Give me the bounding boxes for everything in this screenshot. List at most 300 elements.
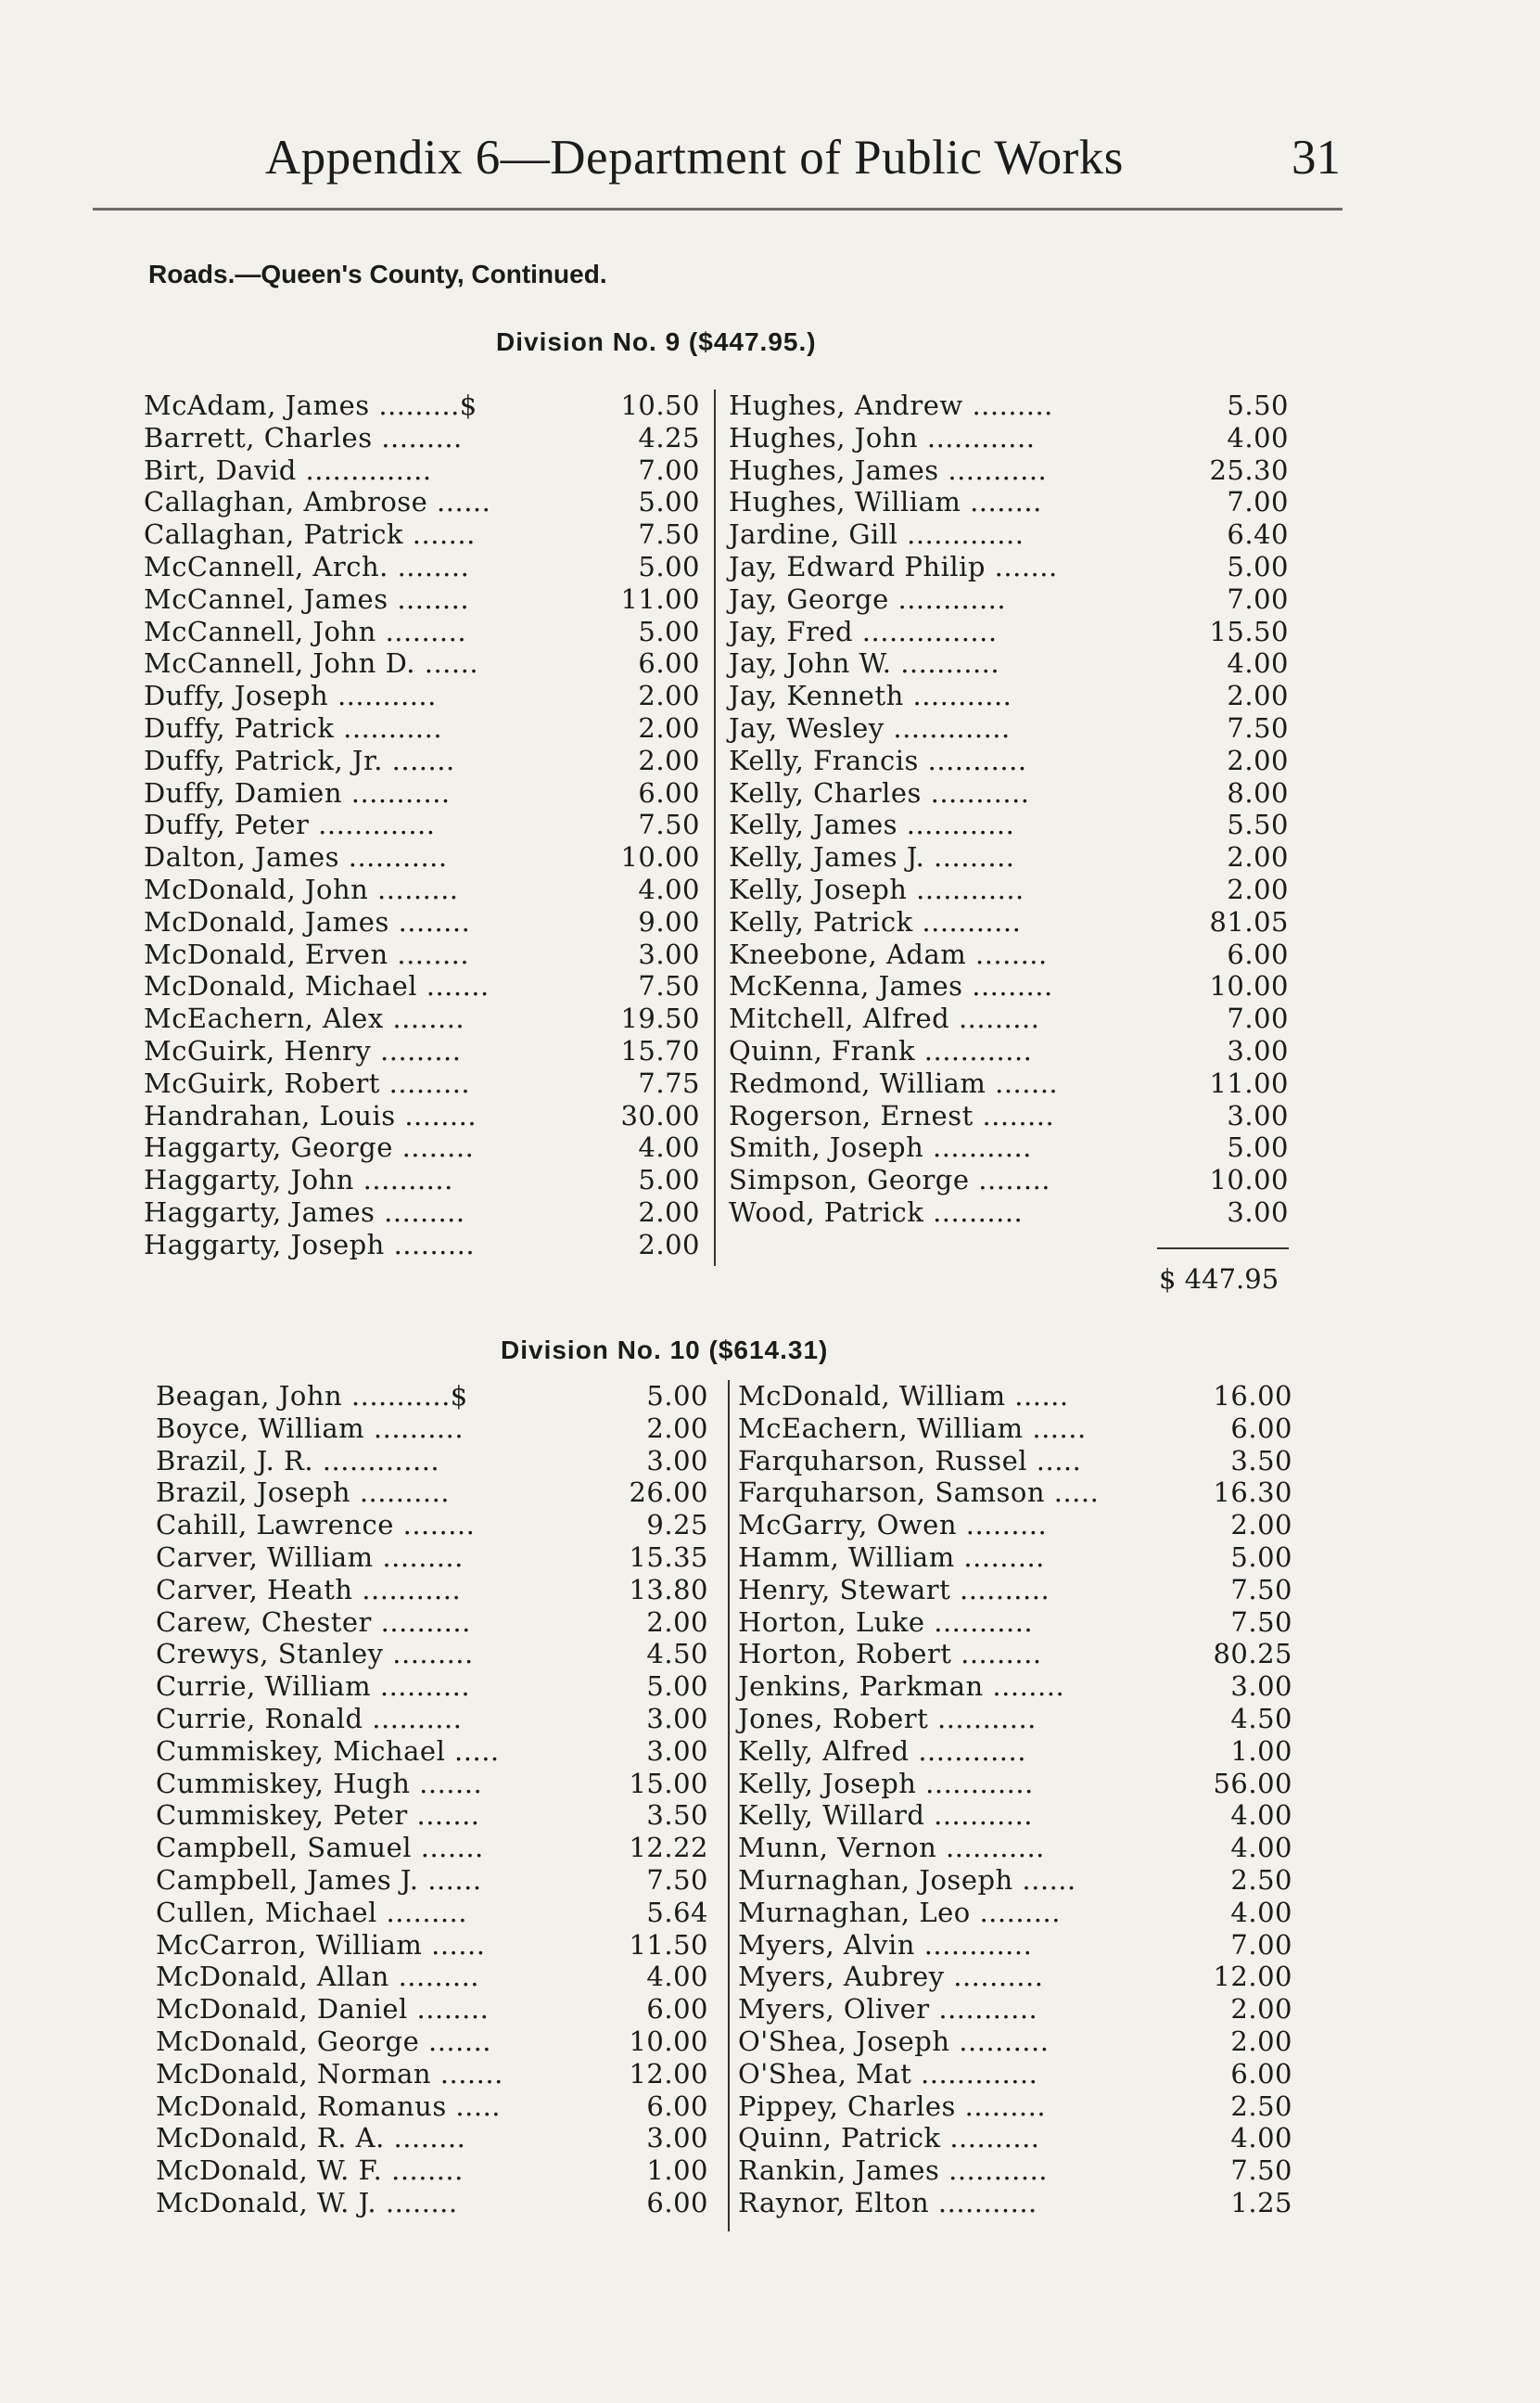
division-10-entry — [738, 1961, 1292, 1993]
entry-name: Mitchell, Alfred ......... — [729, 1003, 1040, 1035]
entry-amount: 10.50 — [620, 390, 700, 421]
entry-amount: 3.00 — [1230, 1670, 1292, 1703]
entry-amount: 7.50 — [1227, 711, 1289, 744]
entry-name: Jay, George ............ — [729, 582, 1007, 615]
entry-name: McCarron, William ...... — [156, 1928, 486, 1961]
entry-amount: 7.00 — [1227, 1003, 1289, 1035]
division-10-entry — [156, 1638, 708, 1670]
entry-amount: 3.50 — [646, 1799, 708, 1832]
entry-name: Kelly, Willard ........... — [738, 1799, 1034, 1832]
entry-amount: 3.00 — [1227, 1195, 1289, 1228]
entry-name: Hughes, James ........... — [729, 454, 1048, 486]
entry-name: McGuirk, Henry ......... — [144, 1034, 462, 1067]
division-10-entry — [156, 1380, 708, 1412]
division-10-entry — [156, 1476, 708, 1509]
division-9-entry — [144, 1229, 700, 1261]
entry-name: Jardine, Gill ............. — [729, 518, 1025, 551]
entry-amount: 30.00 — [620, 1099, 700, 1131]
entry-amount: 4.00 — [638, 873, 700, 905]
entry-amount: 7.50 — [1230, 1573, 1292, 1605]
division-10-left-column — [156, 1380, 708, 2219]
entry-name: Hughes, John ............ — [729, 421, 1036, 454]
entry-name: Kelly, Charles ........... — [729, 776, 1030, 809]
division-9-entry — [729, 1196, 1289, 1229]
entry-amount: 2.00 — [1230, 2025, 1292, 2057]
entry-amount: 7.00 — [1227, 486, 1289, 518]
division-9-entry — [144, 745, 700, 777]
entry-name: Cummiskey, Michael ..... — [156, 1734, 500, 1767]
entry-amount: 5.00 — [646, 1670, 708, 1703]
entry-name: Carew, Chester .......... — [156, 1605, 471, 1638]
division-10-entry — [156, 1799, 708, 1832]
entry-amount: 7.75 — [638, 1067, 700, 1099]
division-10-entry — [738, 1412, 1292, 1445]
division-9-entry — [144, 518, 700, 551]
division-9-entry — [729, 1035, 1289, 1067]
division-9-entry — [144, 1067, 700, 1100]
entry-name: McDonald, George ....... — [156, 2025, 492, 2057]
entry-amount: 3.00 — [646, 1444, 708, 1476]
entry-amount: 9.00 — [638, 905, 700, 938]
division-10-entry — [156, 1670, 708, 1703]
entry-name: Jones, Robert ........... — [738, 1702, 1037, 1734]
entry-amount: 2.00 — [1230, 1993, 1292, 2026]
entry-name: McEachern, William ...... — [738, 1412, 1087, 1444]
entry-amount: 3.00 — [1227, 1099, 1289, 1131]
entry-name: Carver, Heath ........... — [156, 1573, 462, 1605]
entry-name: Haggarty, James ......... — [144, 1195, 465, 1228]
entry-name: McCannell, Arch. ........ — [144, 550, 470, 582]
entry-amount: 5.00 — [646, 1380, 708, 1412]
division-10-entry — [738, 1574, 1292, 1606]
division-10-entry — [738, 1768, 1292, 1800]
entry-name: McCannel, James ........ — [144, 582, 470, 615]
entry-amount: 7.00 — [1230, 1928, 1292, 1961]
entry-amount: 4.00 — [638, 1131, 700, 1164]
entry-name: O'Shea, Joseph .......... — [738, 2025, 1050, 2057]
entry-amount: 2.00 — [638, 711, 700, 744]
entry-name: Hamm, William ......... — [738, 1540, 1045, 1573]
entry-amount: 15.35 — [629, 1540, 708, 1573]
entry-name: Campbell, Samuel ....... — [156, 1832, 484, 1864]
entry-amount: 16.30 — [1213, 1476, 1292, 1509]
division-9-left-column — [144, 390, 700, 1261]
division-9-entry — [729, 583, 1289, 616]
division-9-entry — [144, 1131, 700, 1164]
division-10-entry — [738, 1606, 1292, 1639]
page-title: Appendix 6—Department of Public Works — [265, 131, 1124, 185]
entry-amount: 6.00 — [638, 647, 700, 680]
division-10-entry — [738, 1509, 1292, 1541]
entry-name: Kelly, Francis ........... — [729, 744, 1027, 776]
division-9-entry — [144, 1164, 700, 1196]
entry-amount: 10.00 — [1209, 1164, 1289, 1196]
division-10-entry — [156, 1961, 708, 1993]
division-9-entry — [729, 486, 1289, 518]
division-9-entry — [729, 874, 1289, 906]
entry-name: McDonald, W. J. ........ — [156, 2186, 458, 2218]
division-10-entry — [738, 1380, 1292, 1412]
entry-amount: 1.00 — [1230, 1734, 1292, 1767]
division-10-entry — [738, 1445, 1292, 1477]
entry-name: Quinn, Frank ............ — [729, 1034, 1033, 1067]
entry-name: Campbell, James J. ...... — [156, 1863, 482, 1896]
entry-amount: 6.00 — [638, 776, 700, 809]
entry-name: Hughes, William ........ — [729, 486, 1042, 518]
division-9-right-column — [729, 390, 1289, 1229]
division-9-entry — [144, 777, 700, 810]
entry-name: Kelly, James J. ......... — [729, 841, 1015, 874]
header-rule — [93, 208, 1343, 211]
entry-name: O'Shea, Mat ............. — [738, 2057, 1038, 2090]
entry-amount: 11.00 — [620, 582, 700, 615]
entry-amount: 7.50 — [638, 970, 700, 1003]
entry-amount: 81.05 — [1209, 905, 1289, 938]
division-10-entry — [738, 2058, 1292, 2090]
entry-name: Quinn, Patrick .......... — [738, 2122, 1040, 2154]
entry-name: Barrett, Charles ......... — [144, 421, 463, 454]
division-9-entry — [729, 712, 1289, 745]
entry-amount: 16.00 — [1213, 1380, 1292, 1412]
division-9-entry — [729, 551, 1289, 583]
entry-name: McDonald, W. F. ........ — [156, 2154, 464, 2187]
entry-amount: 5.00 — [638, 550, 700, 582]
entry-name: Cummiskey, Peter ....... — [156, 1799, 480, 1832]
division-9-entry — [144, 486, 700, 518]
division-10-entry — [156, 1445, 708, 1477]
division-10-entry — [156, 2187, 708, 2219]
division-9-entry — [144, 422, 700, 454]
division-10-column-divider — [728, 1380, 730, 2231]
division-10-entry — [156, 1897, 708, 1929]
entry-amount: 5.50 — [1227, 809, 1289, 841]
division-10-entry — [156, 1929, 708, 1962]
entry-amount: 3.00 — [646, 1702, 708, 1734]
entry-amount: 2.00 — [638, 680, 700, 712]
entry-name: McCannell, John D. ...... — [144, 647, 479, 680]
entry-name: McDonald, Erven ........ — [144, 938, 470, 970]
entry-name: McGuirk, Robert ......... — [144, 1067, 471, 1099]
division-9-entry — [144, 906, 700, 939]
division-10-entry — [738, 1929, 1292, 1962]
entry-amount: 4.00 — [646, 1961, 708, 1993]
entry-name: Horton, Luke ........... — [738, 1605, 1034, 1638]
division-10-entry — [156, 1993, 708, 2026]
entry-name: McDonald, Norman ....... — [156, 2057, 503, 2090]
division-9-entry — [729, 970, 1289, 1003]
entry-amount: 56.00 — [1213, 1767, 1292, 1799]
entry-name: Cummiskey, Hugh ....... — [156, 1767, 483, 1799]
entry-name: Rankin, James ........... — [738, 2154, 1049, 2187]
entry-name: Jenkins, Parkman ........ — [738, 1670, 1065, 1703]
entry-name: McCannell, John ......... — [144, 615, 467, 647]
division-9-entry — [144, 970, 700, 1003]
division-10-entry — [738, 1638, 1292, 1670]
entry-name: McAdam, James .........$ — [144, 390, 477, 421]
page-number: 31 — [1292, 131, 1341, 185]
entry-amount: 2.00 — [1227, 841, 1289, 874]
entry-name: Brazil, Joseph .......... — [156, 1476, 450, 1509]
division-9-entry — [144, 809, 700, 841]
division-9-entry — [144, 647, 700, 680]
entry-name: Hughes, Andrew ......... — [729, 390, 1053, 421]
entry-name: Kelly, James ............ — [729, 809, 1015, 841]
entry-name: Jay, Edward Philip ....... — [729, 550, 1058, 582]
division-9-entry — [144, 874, 700, 906]
entry-amount: 2.00 — [638, 1195, 700, 1228]
entry-name: Duffy, Patrick, Jr. ....... — [144, 744, 455, 776]
division-9-entry — [144, 1035, 700, 1067]
entry-name: Horton, Robert ......... — [738, 1638, 1042, 1670]
division-10-entry — [156, 1412, 708, 1445]
entry-name: Murnaghan, Leo ......... — [738, 1896, 1061, 1928]
entry-name: Duffy, Patrick ........... — [144, 711, 443, 744]
entry-name: Birt, David .............. — [144, 454, 432, 486]
entry-name: Beagan, John ...........$ — [156, 1380, 468, 1412]
entry-amount: 3.00 — [646, 2122, 708, 2154]
entry-amount: 12.00 — [1213, 1961, 1292, 1993]
entry-name: Murnaghan, Joseph ...... — [738, 1863, 1076, 1896]
entry-name: McDonald, Michael ....... — [144, 970, 490, 1003]
division-9-entry — [144, 551, 700, 583]
division-10-entry — [156, 2090, 708, 2123]
entry-amount: 15.00 — [629, 1767, 708, 1799]
entry-amount: 4.00 — [1230, 1832, 1292, 1864]
division-9-total: $ 447.95 — [1159, 1263, 1279, 1295]
entry-name: Brazil, J. R. ............. — [156, 1444, 440, 1476]
entry-name: Kneebone, Adam ........ — [729, 938, 1048, 970]
entry-name: Carver, William ......... — [156, 1540, 464, 1573]
division-9-entry — [144, 680, 700, 712]
entry-amount: 15.70 — [620, 1034, 700, 1067]
division-9-entry — [144, 583, 700, 616]
division-10-entry — [156, 1832, 708, 1864]
division-9-entry — [729, 647, 1289, 680]
division-9-entry — [729, 1067, 1289, 1100]
entry-name: Boyce, William .......... — [156, 1412, 465, 1444]
division-10-entry — [738, 1864, 1292, 1897]
division-9-entry — [144, 1196, 700, 1229]
entry-amount: 4.50 — [1230, 1702, 1292, 1734]
entry-name: Jay, John W. ........... — [729, 647, 1000, 680]
entry-amount: 1.25 — [1230, 2186, 1292, 2218]
division-9-entry — [729, 906, 1289, 939]
division-10-entry — [156, 2026, 708, 2058]
entry-amount: 5.00 — [1230, 1540, 1292, 1573]
division-10-entry — [738, 1993, 1292, 2026]
entry-amount: 4.00 — [1230, 2122, 1292, 2154]
entry-amount: 4.00 — [1230, 1799, 1292, 1832]
entry-amount: 10.00 — [620, 841, 700, 874]
entry-amount: 10.00 — [1209, 970, 1289, 1003]
entry-name: McDonald, James ........ — [144, 905, 471, 938]
division-10-entry — [156, 1606, 708, 1639]
entry-amount: 19.50 — [620, 1003, 700, 1035]
division-10-entry — [156, 1864, 708, 1897]
division-9-entry — [729, 616, 1289, 648]
division-10-entry — [156, 2154, 708, 2187]
entry-name: Raynor, Elton ........... — [738, 2186, 1037, 2218]
entry-name: Kelly, Joseph ............ — [738, 1767, 1034, 1799]
entry-amount: 1.00 — [646, 2154, 708, 2187]
entry-amount: 2.00 — [646, 1605, 708, 1638]
division-10-entry — [156, 1703, 708, 1735]
entry-amount: 4.00 — [1230, 1896, 1292, 1928]
entry-name: Smith, Joseph ........... — [729, 1131, 1032, 1164]
entry-amount: 12.22 — [629, 1832, 708, 1864]
division-9-entry — [729, 1131, 1289, 1164]
entry-amount: 5.00 — [1227, 550, 1289, 582]
division-10-entry — [156, 1541, 708, 1574]
division-9-entry — [144, 712, 700, 745]
entry-name: Kelly, Alfred ............ — [738, 1734, 1026, 1767]
entry-amount: 2.00 — [638, 744, 700, 776]
division-9-entry — [729, 454, 1289, 487]
division-10-entry — [738, 2090, 1292, 2123]
entry-name: Redmond, William ....... — [729, 1067, 1059, 1099]
entry-name: Jay, Kenneth ........... — [729, 680, 1012, 712]
entry-amount: 5.00 — [1227, 1131, 1289, 1164]
entry-name: Currie, Ronald .......... — [156, 1702, 463, 1734]
entry-name: Farquharson, Samson ..... — [738, 1476, 1100, 1509]
division-10-entry — [738, 2154, 1292, 2187]
division-10-entry — [738, 1799, 1292, 1832]
division-9-entry — [729, 809, 1289, 841]
entry-name: Dalton, James ........... — [144, 841, 448, 874]
entry-amount: 5.00 — [638, 486, 700, 518]
entry-amount: 3.00 — [646, 1734, 708, 1767]
entry-amount: 5.00 — [638, 615, 700, 647]
entry-name: Callaghan, Patrick ....... — [144, 518, 476, 551]
division-9-entry — [729, 745, 1289, 777]
division-9-entry — [144, 616, 700, 648]
entry-name: Haggarty, John .......... — [144, 1164, 453, 1196]
division-9-entry — [144, 841, 700, 874]
entry-amount: 80.25 — [1213, 1638, 1292, 1670]
division-9-entry — [729, 777, 1289, 810]
division-9-entry — [144, 454, 700, 487]
entry-amount: 9.25 — [646, 1509, 708, 1541]
entry-amount: 13.80 — [629, 1573, 708, 1605]
division-10-entry — [738, 2187, 1292, 2219]
division-10-entry — [738, 1541, 1292, 1574]
division-9-entry — [144, 1100, 700, 1132]
division-10-entry — [156, 2058, 708, 2090]
entry-amount: 2.50 — [1230, 1863, 1292, 1896]
entry-amount: 26.00 — [629, 1476, 708, 1509]
division-9-total-rule — [1157, 1247, 1289, 1249]
division-9-entry — [729, 841, 1289, 874]
entry-name: Duffy, Joseph ........... — [144, 680, 437, 712]
entry-name: Jay, Wesley ............. — [729, 711, 1011, 744]
entry-amount: 7.00 — [1227, 582, 1289, 615]
entry-amount: 6.00 — [646, 2090, 708, 2122]
entry-name: Kelly, Joseph ............ — [729, 873, 1025, 905]
division-10-entry — [156, 1768, 708, 1800]
division-9-column-divider — [714, 390, 716, 1266]
division-9-entry — [729, 422, 1289, 454]
division-9-heading: Division No. 9 ($447.95.) — [496, 327, 817, 356]
division-10-entry — [156, 1509, 708, 1541]
division-10-entry — [156, 1574, 708, 1606]
division-10-entry — [738, 1476, 1292, 1509]
entry-amount: 6.00 — [1230, 1412, 1292, 1444]
entry-amount: 3.00 — [638, 938, 700, 970]
entry-amount: 15.50 — [1209, 615, 1289, 647]
division-10-entry — [738, 1897, 1292, 1929]
entry-amount: 2.00 — [1227, 744, 1289, 776]
entry-name: Callaghan, Ambrose ...... — [144, 486, 491, 518]
entry-amount: 6.40 — [1227, 518, 1289, 551]
entry-name: Crewys, Stanley ......... — [156, 1638, 474, 1670]
entry-amount: 7.50 — [1230, 2154, 1292, 2187]
entry-amount: 5.50 — [1227, 390, 1289, 421]
entry-amount: 2.00 — [646, 1412, 708, 1444]
entry-name: Rogerson, Ernest ........ — [729, 1099, 1055, 1131]
division-10-entry — [738, 1670, 1292, 1703]
division-10-entry — [738, 1832, 1292, 1864]
division-9-entry — [144, 939, 700, 971]
entry-amount: 11.50 — [629, 1928, 708, 1961]
entry-amount: 12.00 — [629, 2057, 708, 2090]
entry-amount: 6.00 — [646, 1993, 708, 2026]
entry-amount: 4.00 — [1227, 421, 1289, 454]
entry-amount: 8.00 — [1227, 776, 1289, 809]
entry-amount: 4.50 — [646, 1638, 708, 1670]
division-10-entry — [738, 1703, 1292, 1735]
entry-name: Henry, Stewart .......... — [738, 1573, 1050, 1605]
entry-name: Kelly, Patrick ........... — [729, 905, 1022, 938]
entry-name: Simpson, George ........ — [729, 1164, 1051, 1196]
entry-amount: 25.30 — [1209, 454, 1289, 486]
entry-name: Munn, Vernon ........... — [738, 1832, 1045, 1864]
entry-name: McDonald, R. A. ........ — [156, 2122, 466, 2154]
entry-amount: 2.00 — [1230, 1509, 1292, 1541]
entry-amount: 2.50 — [1230, 2090, 1292, 2122]
entry-amount: 2.00 — [638, 1228, 700, 1260]
entry-amount: 11.00 — [1209, 1067, 1289, 1099]
entry-name: Myers, Alvin ............ — [738, 1928, 1033, 1961]
entry-amount: 7.50 — [638, 809, 700, 841]
entry-amount: 5.00 — [638, 1164, 700, 1196]
division-9-entry — [729, 939, 1289, 971]
entry-amount: 3.50 — [1230, 1444, 1292, 1476]
entry-amount: 7.50 — [638, 518, 700, 551]
entry-amount: 6.00 — [1230, 2057, 1292, 2090]
entry-amount: 6.00 — [646, 2186, 708, 2218]
entry-amount: 4.00 — [1227, 647, 1289, 680]
entry-name: Cahill, Lawrence ........ — [156, 1509, 476, 1541]
entry-name: Haggarty, George ........ — [144, 1131, 475, 1164]
division-9-entry — [729, 1164, 1289, 1196]
division-9-entry — [729, 1100, 1289, 1132]
entry-amount: 7.00 — [638, 454, 700, 486]
entry-name: McDonald, John ......... — [144, 873, 459, 905]
entry-name: McDonald, William ...... — [738, 1380, 1069, 1412]
division-10-entry — [156, 2122, 708, 2154]
division-10-entry — [738, 1735, 1292, 1768]
entry-name: Farquharson, Russel ..... — [738, 1444, 1082, 1476]
entry-amount: 4.25 — [638, 421, 700, 454]
division-10-entry — [156, 1735, 708, 1768]
entry-amount: 10.00 — [629, 2025, 708, 2057]
entry-name: McDonald, Romanus ..... — [156, 2090, 502, 2122]
entry-name: Haggarty, Joseph ......... — [144, 1228, 476, 1260]
entry-name: Currie, William .......... — [156, 1670, 471, 1703]
division-10-entry — [738, 2122, 1292, 2154]
entry-amount: 3.00 — [1227, 1034, 1289, 1067]
entry-amount: 2.00 — [1227, 680, 1289, 712]
